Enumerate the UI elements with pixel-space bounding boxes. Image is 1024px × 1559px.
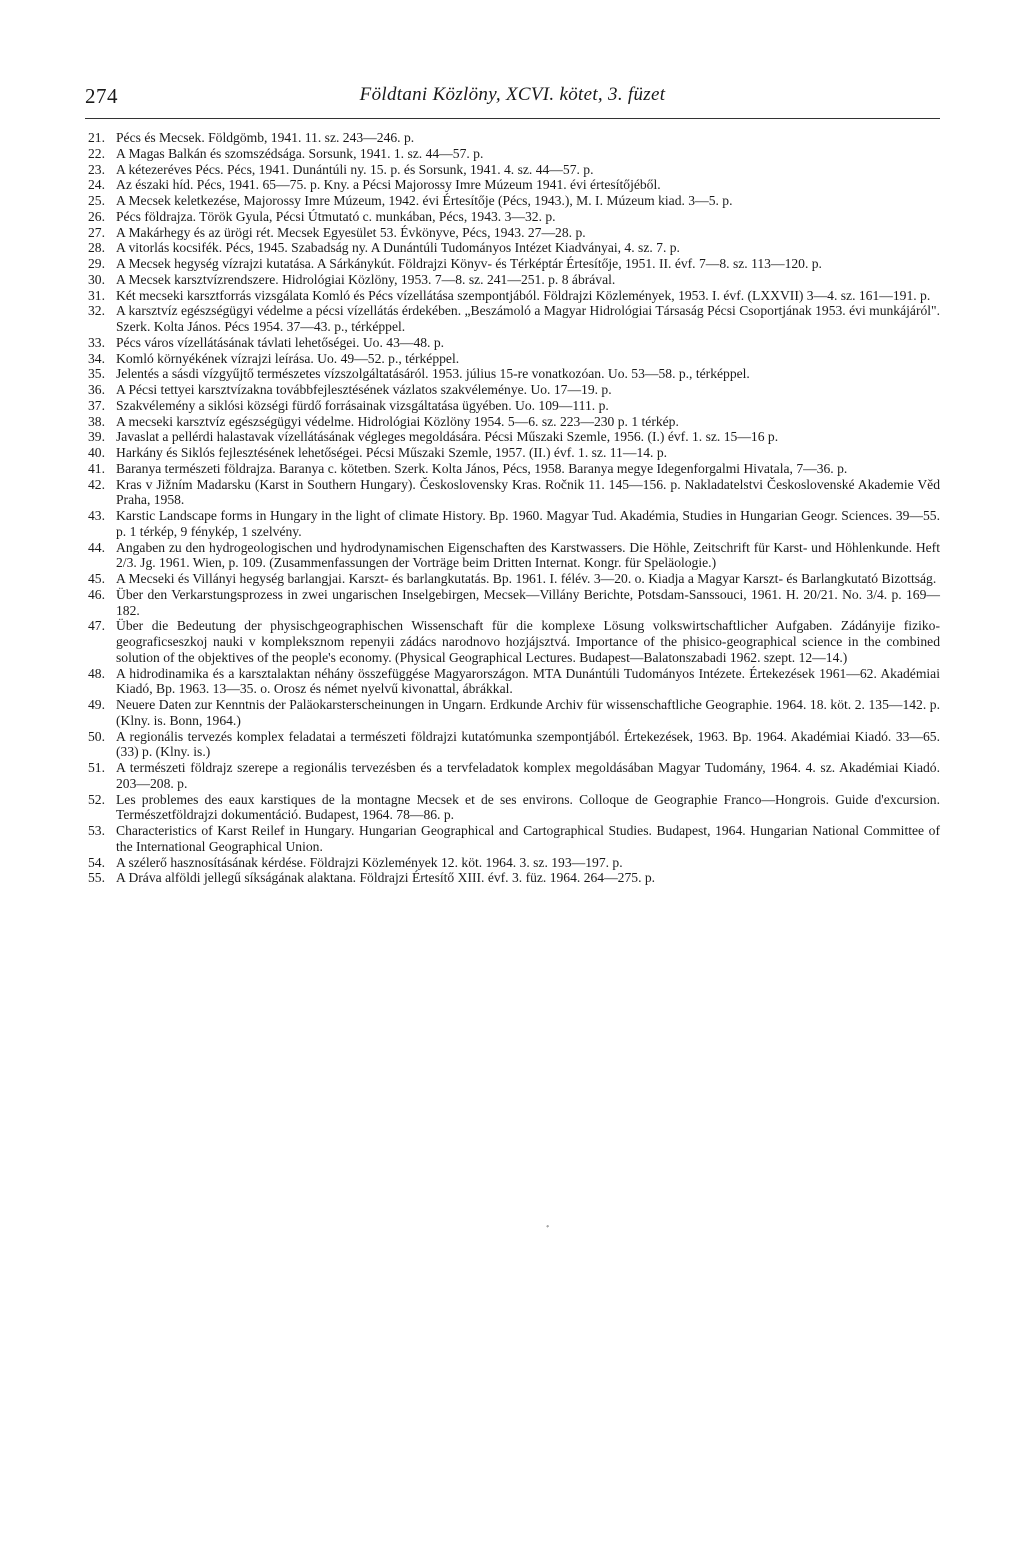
reference-item [88, 792, 940, 824]
reference-item [88, 256, 940, 272]
reference-text: Komló környékének vízrajzi leírása. Uo. 49—52. p., térképpel. [116, 350, 460, 366]
reference-text: Pécs és Mecsek. Földgömb, 1941. 11. sz. 243—246. p. [116, 130, 415, 145]
reference-item [88, 146, 940, 162]
reference-item [88, 351, 940, 367]
reference-number: 50. [88, 728, 105, 744]
reference-item [88, 729, 940, 761]
reference-item [88, 414, 940, 430]
reference-number: 46. [88, 586, 105, 602]
reference-item [88, 130, 940, 146]
reference-text: Les problemes des eaux karstiques de la montagne Mecsek et de ses environs. Colloque de Geographie Franco—Hongrois. Guide d'excursion. Természetföldrajzi dokumentáció. Budapest, 1964. 78—86. p. [116, 791, 940, 823]
reference-number: 52. [88, 791, 105, 807]
reference-item [88, 540, 940, 572]
reference-number: 48. [88, 665, 105, 681]
reference-number: 30. [88, 271, 105, 287]
reference-number: 42. [88, 476, 105, 492]
reference-item [88, 225, 940, 241]
reference-number: 41. [88, 460, 105, 476]
reference-item [88, 177, 940, 193]
reference-text: A Mecsek hegység vízrajzi kutatása. A Sárkánykút. Földrajzi Könyv- és Térképtár Értesítője, 1951. II. évf. 7—8. sz. 113—120. p. [116, 256, 822, 271]
reference-item [88, 477, 940, 509]
reference-number: 39. [88, 429, 105, 445]
reference-item [88, 429, 940, 445]
running-title: Földtani Közlöny, XCVI. kötet, 3. füzet [359, 84, 666, 105]
reference-item [88, 697, 940, 729]
reference-item [88, 209, 940, 225]
reference-text: Kras v Jižním Madarsku (Karst in Southern Hungary). Československy Kras. Ročnik 11. 145—156. p. Nakladatelstvi Československé Akademie Věd Praha, 1958. [116, 476, 940, 508]
reference-text: Über den Verkarstungsprozess in zwei ungarischen Inselgebirgen, Mecsek—Villány Berichte, Potsdam-Sanssouci, 1961. H. 20/21. No. 3/4. p. 169—182. [116, 586, 940, 618]
reference-text: A Mecseki és Villányi hegység barlangjai. Karszt- és barlangkutatás. Bp. 1961. I. félév. 3—20. o. Kiadja a Magyar Karszt- és Barlangkutató Bizottság. [116, 571, 937, 586]
reference-number: 53. [88, 823, 105, 838]
reference-number: 45. [88, 571, 105, 586]
reference-item [88, 445, 940, 461]
reference-number: 27. [88, 224, 105, 240]
reference-number: 40. [88, 445, 105, 460]
reference-text: A mecseki karsztvíz egészségügyi védelme. Hidrológiai Közlöny 1954. 5—6. sz. 223—230 p. 1 térkép. [116, 413, 679, 429]
reference-number: 47. [88, 618, 105, 634]
reference-text: Neuere Daten zur Kenntnis der Paläokarsterscheinungen in Ungarn. Erdkunde Archiv für wissenschaftliche Geographie. 1964. 18. köt. 2. 135—142. p. (Klny. is. Bonn, 1964.) [116, 697, 940, 728]
reference-text: A Mecsek karsztvízrendszere. Hidrológiai Közlöny, 1953. 7—8. sz. 241—251. p. 8 ábrával. [116, 271, 616, 287]
reference-text: Pécs város vízellátásának távlati lehetőségei. Uo. 43—48. p. [116, 334, 445, 350]
reference-text: A hidrodinamika és a karsztalaktan néhány összefüggése Magyarországon. MTA Dunántúli Tudományos Intézete. Értekezések 1961—62. Akadémiai Kiadó, Bp. 1963. 13—35. o. Orosz és német nyelvű kivonattal, ábrákkal. [116, 665, 940, 697]
reference-number: 33. [88, 334, 105, 350]
reference-text: Baranya természeti földrajza. Baranya c. kötetben. Szerk. Kolta János, Pécs, 1958. Baranya megye Idegenforgalmi Hivatala, 7—36. p. [116, 460, 848, 476]
reference-number: 34. [88, 350, 105, 366]
reference-text: Harkány és Siklós fejlesztésének lehetőségei. Pécsi Műszaki Szemle, 1957. (II.) évf. 1. sz. 11—14. p. [116, 445, 668, 460]
reference-number: 55. [88, 870, 105, 886]
reference-text: Jelentés a sásdi vízgyűjtő természetes vízszolgáltatásáról. 1953. július 15-re vonatkozóan. Uo. 53—58. p., térképpel. [116, 366, 750, 382]
reference-text: Két mecseki karsztforrás vizsgálata Komló és Pécs vízellátása szempontjából. Földrajzi Közlemények, 1953. I. évf. (LXXVII) 3—4. sz. 161—191. p. [116, 287, 931, 303]
reference-text: A Magas Balkán és szomszédsága. Sorsunk, 1941. 1. sz. 44—57. p. [116, 145, 484, 161]
reference-number: 26. [88, 208, 105, 224]
reference-number: 28. [88, 240, 105, 256]
reference-item [88, 823, 940, 855]
reference-text: Über die Bedeutung der physischgeographischen Wissenschaft für die komplexe Lösung volkswirtschaftlicher Aufgaben. Zádányije fiziko-geograficseszkoj nauki v kompleksznom repenyii zádács narodnovo hozjájsztvá. Importance of the phisico-geographical science in the combined solution of the objektives of the people's economy. (Physical Geographical Lectures. Budapest—Balatonszabadi 1962. szept. 12—14.) [116, 618, 940, 665]
reference-number: 44. [88, 539, 105, 555]
reference-number: 23. [88, 161, 105, 177]
reference-item [88, 303, 940, 335]
reference-text: Javaslat a pellérdi halastavak vízellátásának végleges megoldására. Pécsi Műszaki Szemle, 1956. (I.) évf. 1. sz. 15—16 p. [116, 429, 779, 445]
reference-text: Szakvélemény a siklósi községi fürdő forrásainak vizsgáltatása ügyében. Uo. 109—111. p. [116, 397, 609, 413]
reference-number: 29. [88, 256, 105, 271]
reference-item [88, 240, 940, 256]
reference-number: 21. [88, 130, 105, 145]
reference-item [88, 618, 940, 665]
reference-text: A karsztvíz egészségügyi védelme a pécsi vízellátás érdekében. „Beszámoló a Magyar Hidrológiai Társaság Pécsi Csoportjának 1953. évi munkájáról". Szerk. Kolta János. Pécs 1954. 37—43. p., térképpel. [116, 303, 940, 334]
reference-text: Angaben zu den hydrogeologischen und hydrodynamischen Eigenschaften des Karstwassers. Die Höhle, Zeitschrift für Karst- und Höhlenkunde. Heft 2/3. Jg. 1961. Wien, p. 109. (Zusammenfassungen der Vorträge beim Dritten Internat. Kongr. für Speläologie.) [116, 539, 940, 571]
reference-list [88, 130, 940, 886]
reference-text: Pécs földrajza. Török Gyula, Pécsi Útmutató c. munkában, Pécs, 1943. 3—32. p. [116, 208, 556, 224]
reference-item [88, 855, 940, 871]
reference-number: 49. [88, 697, 105, 712]
page-number: 274 [85, 84, 118, 108]
reference-text: A szélerő hasznosításának kérdése. Földrajzi Közlemények 12. köt. 1964. 3. sz. 193—197. p. [116, 854, 623, 870]
reference-text: A természeti földrajz szerepe a regionális tervezésben és a tervfeladatok komplex megoldásában Magyar Tudomány, 1964. 4. sz. Akadémiai Kiadó. 203—208. p. [116, 760, 940, 791]
reference-number: 32. [88, 303, 105, 319]
reference-number: 31. [88, 287, 105, 303]
header-rule [85, 118, 940, 119]
reference-text: A vitorlás kocsifék. Pécs, 1945. Szabadság ny. A Dunántúli Tudományos Intézet Kiadványai, 4. sz. 7. p. [116, 240, 680, 256]
reference-text: Karstic Landscape forms in Hungary in the light of climate History. Bp. 1960. Magyar Tud. Akadémia, Studies in Hungarian Geogr. Sciences. 39—55. p. 1 térkép, 9 fénykép, 1 szelvény. [116, 508, 940, 539]
reference-text: A regionális tervezés komplex feladatai a természeti földrajzi kutatómunka szempontjából. Értekezések, 1963. Bp. 1964. Akadémiai Kiadó. 33—65. (33) p. (Klny. is.) [116, 728, 940, 760]
reference-item [88, 382, 940, 398]
reference-number: 25. [88, 193, 105, 208]
reference-item [88, 461, 940, 477]
reference-text: A Mecsek keletkezése, Majorossy Imre Múzeum, 1942. évi Értesítője (Pécs, 1943.), M. I. Múzeum kiad. 3—5. p. [116, 193, 733, 208]
reference-number: 24. [88, 177, 105, 193]
reference-item [88, 870, 940, 886]
reference-text: Characteristics of Karst Reilef in Hungary. Hungarian Geographical and Cartographical Studies. Budapest, 1964. Hungarian National Committee of the International Geographical Union. [116, 823, 940, 854]
reference-text: A Dráva alföldi jellegű síkságának alaktana. Földrajzi Értesítő XIII. évf. 3. füz. 1964. 264—275. p. [116, 870, 656, 886]
reference-number: 35. [88, 366, 105, 382]
reference-item [88, 398, 940, 414]
reference-item [88, 193, 940, 209]
reference-item [88, 587, 940, 619]
reference-text: Az északi híd. Pécs, 1941. 65—75. p. Kny. a Pécsi Majorossy Imre Múzeum 1941. évi értesítőjéből. [116, 177, 661, 193]
reference-item [88, 335, 940, 351]
reference-number: 36. [88, 382, 105, 397]
reference-item [88, 162, 940, 178]
reference-number: 37. [88, 397, 105, 413]
reference-item [88, 571, 940, 587]
reference-number: 43. [88, 508, 105, 523]
reference-item [88, 288, 940, 304]
reference-text: A Makárhegy és az ürögi rét. Mecsek Egyesület 53. Évkönyve, Pécs, 1943. 27—28. p. [116, 224, 586, 240]
reference-item [88, 366, 940, 382]
reference-number: 54. [88, 854, 105, 870]
reference-number: 22. [88, 145, 105, 161]
reference-number: 51. [88, 760, 105, 775]
reference-item [88, 508, 940, 540]
stray-mark: ﾞ [546, 1226, 551, 1237]
reference-number: 38. [88, 413, 105, 429]
reference-item [88, 666, 940, 698]
reference-text: A kétezeréves Pécs. Pécs, 1941. Dunántúli ny. 15. p. és Sorsunk, 1941. 4. sz. 44—57. p. [116, 161, 594, 177]
reference-text: A Pécsi tettyei karsztvízakna továbbfejlesztésének vázlatos szakvéleménye. Uo. 17—19. p. [116, 382, 612, 397]
reference-item [88, 272, 940, 288]
reference-item [88, 760, 940, 792]
page-header [85, 78, 940, 118]
